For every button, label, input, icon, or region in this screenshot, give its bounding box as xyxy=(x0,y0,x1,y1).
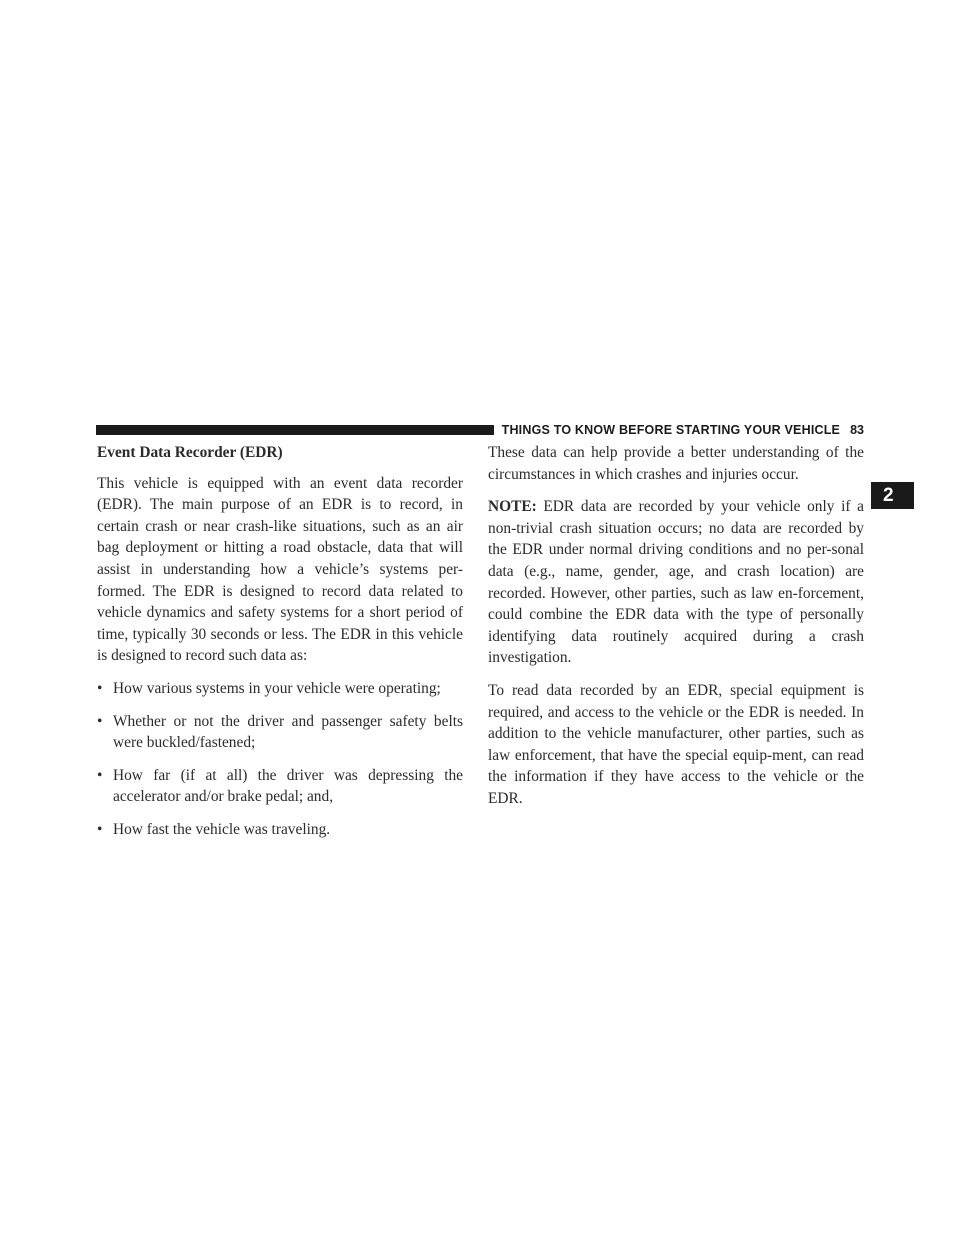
bullet-icon: • xyxy=(97,679,103,697)
running-header xyxy=(96,424,864,435)
list-item xyxy=(97,819,463,841)
note-text: EDR data are recorded by your vehicle only if a non-trivial crash situation occurs; no data are recorded by the EDR under normal driving conditions and no per-sonal data (e.g., name, gender, age, and crash location) are recorded. However, other parties, such as law en-forcement, could combine the EDR data with the type of personally identifying data routinely acquired during a crash investigation. xyxy=(488,498,864,667)
note-label: NOTE: xyxy=(488,498,537,516)
list-item xyxy=(97,711,463,754)
list-item-text: How various systems in your vehicle were operating; xyxy=(113,679,441,697)
chapter-tab: 2 xyxy=(871,482,914,509)
read-data-paragraph: To read data recorded by an EDR, special equipment is required, and access to the vehicle or the EDR is needed. In addition to the vehicle manufacturer, other parties, such as law enforcement, that have the special equip-ment, can read the information if they have access to the vehicle or the EDR. xyxy=(488,681,864,807)
intro-paragraph: This vehicle is equipped with an event data recorder (EDR). The main purpose of an EDR is to record, in certain crash or near crash-like situations, such as an air bag deployment or hitting a road obstacle, data that will assist in understanding how a vehicle’s systems per-formed. The EDR is designed to record data related to vehicle dynamics and safety systems for a short period of time, typically 30 seconds or less. The EDR in this vehicle is designed to record such data as: xyxy=(97,474,463,665)
header-rule xyxy=(96,425,494,435)
bullet-icon: • xyxy=(97,766,103,784)
list-item xyxy=(97,678,463,700)
bullet-icon: • xyxy=(97,712,103,730)
understanding-paragraph: These data can help provide a better understanding of the circumstances in which crashes and injuries occur. xyxy=(488,444,864,483)
list-item-text: Whether or not the driver and passenger safety belts were buckled/fastened; xyxy=(113,712,463,752)
list-item-text: How fast the vehicle was traveling. xyxy=(113,820,331,838)
data-list xyxy=(97,678,463,841)
page-number: 83 xyxy=(850,422,864,437)
right-column xyxy=(488,442,864,821)
section-heading: Event Data Recorder (EDR) xyxy=(97,444,283,461)
bullet-icon: • xyxy=(97,820,103,838)
list-item xyxy=(97,765,463,808)
header-title: THINGS TO KNOW BEFORE STARTING YOUR VEHICLE xyxy=(501,422,841,437)
note-paragraph xyxy=(488,496,864,669)
list-item-text: How far (if at all) the driver was depressing the accelerator and/or brake pedal; and, xyxy=(113,766,463,806)
left-column xyxy=(97,442,463,852)
